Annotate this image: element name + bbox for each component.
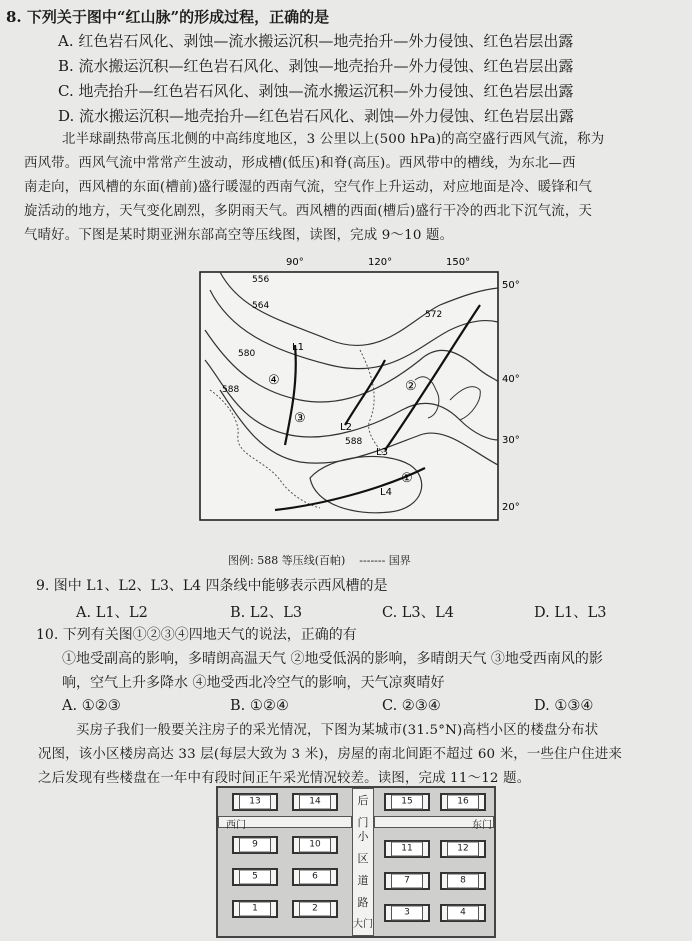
legend-border: ------- 国界 [359,554,411,567]
isobar-label-572: 572 [425,310,443,320]
east-gate-label: 东门 [472,820,492,831]
building-10: 10 [292,836,338,854]
question-8-option-b[interactable]: B. 流水搬运沉积—红色岩石风化、剥蚀—地壳抬升—外力侵蚀、红色岩层出露 [58,57,574,75]
line-label-l1: L1 [292,342,304,353]
road-label-char-1: 小 [357,830,369,843]
residential-plan-figure [216,786,496,938]
question-10-option-d[interactable]: D. ①③④ [534,698,594,714]
west-gate-label: 西门 [226,820,246,831]
lon-label-120: 120° [368,257,393,268]
back-gate-label: 后门 [357,794,369,829]
passage-2-line-3: 之后发现有些楼盘在一年中有段时间正午采光情况较差。读图，完成 11～12 题。 [38,771,531,786]
passage-1-line-5: 气晴好。下图是某时期亚洲东部高空等压线图，读图，完成 9～10 题。 [24,228,454,243]
isobar-label-556: 556 [252,275,270,285]
building-15: 15 [384,793,430,811]
road-label-char-3: 道 [357,874,369,887]
lat-label-50: 50° [502,280,520,291]
lat-label-40: 40° [502,374,520,385]
question-10-statements-line-1: ①地受副高的影响，多晴朗高温天气 ②地受低涡的影响，多晴朗天气 ③地受西南风的影 [62,651,603,667]
building-4: 4 [440,904,486,922]
building-8: 8 [440,872,486,890]
question-10-option-a[interactable]: A. ①②③ [62,698,121,714]
line-label-l3: L3 [376,447,388,458]
building-12: 12 [440,840,486,858]
place-marker-2: ② [405,379,417,394]
building-3: 3 [384,904,430,922]
passage-1-line-1: 北半球副热带高压北侧的中高纬度地区，3 公里以上(500 hPa)的高空盛行西风气流，称为 [62,132,605,147]
lon-label-90: 90° [286,257,304,268]
question-8-option-c[interactable]: C. 地壳抬升—红色岩石风化、剥蚀—流水搬运沉积—外力侵蚀、红色岩层出露 [58,82,574,100]
building-9: 9 [232,836,278,854]
passage-1-line-3: 南走向，西风槽的东面(槽前)盛行暖湿的西南气流，空气作上升运动，对应地面是冷、暖锋和气 [24,180,593,195]
isobar-label-588-center: 588 [345,437,363,447]
building-5: 5 [232,868,278,886]
lon-label-150: 150° [446,257,471,268]
building-2: 2 [292,900,338,918]
place-marker-1: ① [401,471,413,486]
question-8-option-a[interactable]: A. 红色岩石风化、剥蚀—流水搬运沉积—地壳抬升—外力侵蚀、红色岩层出露 [58,32,574,50]
legend-prefix: 图例: [228,554,254,567]
building-6: 6 [292,868,338,886]
isobar-label-564: 564 [252,301,270,311]
lat-label-30: 30° [502,435,520,446]
isobar-label-580: 580 [238,349,256,359]
question-10-stem: 10. 下列有关图①②③④四地天气的说法，正确的有 [36,627,357,643]
building-11: 11 [384,840,430,858]
building-14: 14 [292,793,338,811]
isobar-map-figure [180,250,530,550]
passage-1-line-2: 西风带。西风气流中常常产生波动，形成槽(低压)和脊(高压)。西风带中的槽线，为东北—西 [24,156,576,171]
passage-2-line-1: 买房子我们一般要关注房子的采光情况，下图为某城市(31.5°N)高档小区的楼盘分布状 [76,723,599,738]
question-10-option-b[interactable]: B. ①②④ [230,698,289,714]
question-8-option-d[interactable]: D. 流水搬运沉积—地壳抬升—红色岩石风化、剥蚀—外力侵蚀、红色岩层出露 [58,107,575,125]
passage-1-line-4: 旋活动的地方，天气变化剧烈，多阴雨天气。西风槽的西面(槽后)盛行干冷的西北下沉气流，天 [24,204,593,219]
question-10-statements-line-2: 响，空气上升多降水 ④地受西北冷空气的影响，天气凉爽晴好 [62,675,445,691]
question-9-stem: 9. 图中 L1、L2、L3、L4 四条线中能够表示西风槽的是 [36,578,388,594]
question-10-option-c[interactable]: C. ②③④ [382,698,441,714]
question-9-option-c[interactable]: C. L3、L4 [382,605,455,621]
question-9-option-b[interactable]: B. L2、L3 [230,605,303,621]
place-marker-3: ③ [294,411,306,426]
map-frame [200,272,498,520]
place-marker-4: ④ [268,373,280,388]
line-label-l2: L2 [340,422,352,433]
question-9-option-d[interactable]: D. L1、L3 [534,605,607,621]
building-7: 7 [384,872,430,890]
question-8-stem: 8. 下列关于图中“红山脉”的形成过程，正确的是 [6,8,330,26]
building-13: 13 [232,793,278,811]
lat-label-20: 20° [502,502,520,513]
building-16: 16 [440,793,486,811]
main-gate-label: 大门 [353,919,373,930]
building-1: 1 [232,900,278,918]
passage-2-line-2: 况图，该小区楼房高达 33 层(每层大致为 3 米)，房屋的南北间距不超过 60 米，一些住户住进来 [38,747,623,762]
road-label-char-4: 路 [357,896,369,909]
line-label-l4: L4 [380,487,392,498]
legend-isobar: 588 等压线(百帕) [257,554,346,567]
road-label-char-2: 区 [357,852,369,865]
map-legend [228,552,411,568]
isobar-label-588-west: 588 [222,385,240,395]
question-9-option-a[interactable]: A. L1、L2 [76,605,148,621]
